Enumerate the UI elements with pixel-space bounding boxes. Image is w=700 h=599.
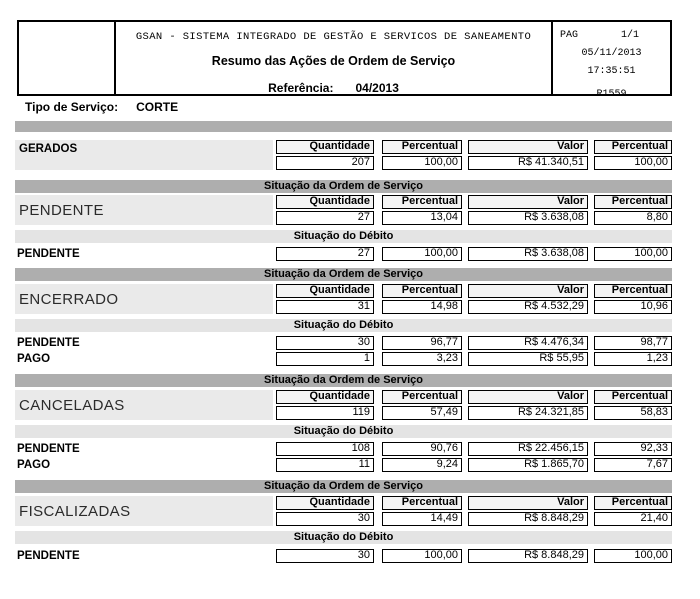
quantity-value: 27: [276, 211, 374, 225]
quantity-value: 207: [276, 156, 374, 170]
quantity-value: 119: [276, 406, 374, 420]
debt-status-bar: Situação do Débito: [15, 531, 672, 544]
column-header-valor: Valor: [468, 390, 588, 404]
section-label: FISCALIZADAS: [15, 496, 273, 526]
debt-row: [15, 336, 672, 350]
reference-label: Referência:: [268, 81, 334, 95]
column-header-percentual: Percentual: [382, 390, 462, 404]
amount-value: R$ 22.456,15: [468, 442, 588, 456]
value-row: [276, 300, 672, 314]
amount-percent-value: 100,00: [594, 156, 672, 170]
debt-row: [15, 458, 672, 472]
amount-value: R$ 3.638,08: [468, 211, 588, 225]
column-header-percentual-valor: Percentual: [594, 496, 672, 510]
column-header-row: [276, 284, 672, 298]
report-title-cell: [116, 22, 551, 94]
percent-value: 100,00: [382, 549, 462, 563]
page-value: 1/1: [620, 30, 639, 41]
debt-row: [15, 352, 672, 366]
column-header-percentual-valor: Percentual: [594, 390, 672, 404]
amount-percent-value: 10,96: [594, 300, 672, 314]
amount-percent-value: 8,80: [594, 211, 672, 225]
section-label: CANCELADAS: [15, 390, 273, 420]
column-header-quantidade: Quantidade: [276, 496, 374, 510]
quantity-value: 108: [276, 442, 374, 456]
amount-percent-value: 100,00: [594, 247, 672, 261]
report-time: 17:35:51: [587, 66, 636, 77]
column-header-percentual-valor: Percentual: [594, 140, 672, 154]
value-row: [276, 406, 672, 420]
debt-row: [15, 247, 672, 261]
debt-status-bar: Situação do Débito: [15, 230, 672, 243]
column-header-percentual: Percentual: [382, 284, 462, 298]
table-top-bar: [15, 121, 672, 132]
percent-value: 14,49: [382, 512, 462, 526]
amount-percent-value: 100,00: [594, 549, 672, 563]
section-pendente: [15, 195, 672, 225]
page-label: PAG: [560, 30, 579, 41]
column-header-row: [276, 390, 672, 404]
debt-row-label: PENDENTE: [17, 337, 80, 349]
column-header-quantidade: Quantidade: [276, 284, 374, 298]
amount-value: R$ 1.865,70: [468, 458, 588, 472]
section-encerrado: [15, 284, 672, 314]
percent-value: 90,76: [382, 442, 462, 456]
section-label: GERADOS: [15, 140, 273, 170]
quantity-value: 30: [276, 336, 374, 350]
report-info-cell: [551, 22, 670, 100]
debt-row-label: PAGO: [17, 459, 51, 471]
column-header-valor: Valor: [468, 284, 588, 298]
amount-value: R$ 55,95: [468, 352, 588, 366]
order-status-bar: Situação da Ordem de Serviço: [15, 374, 672, 387]
amount-percent-value: 98,77: [594, 336, 672, 350]
quantity-value: 11: [276, 458, 374, 472]
column-header-row: [276, 195, 672, 209]
reference-value: 04/2013: [355, 81, 399, 95]
report-code: R1559: [596, 89, 627, 100]
order-status-bar: Situação da Ordem de Serviço: [15, 180, 672, 193]
debt-status-bar: Situação do Débito: [15, 425, 672, 438]
section-label: ENCERRADO: [15, 284, 273, 314]
amount-value: R$ 4.532,29: [468, 300, 588, 314]
amount-value: R$ 8.848,29: [468, 512, 588, 526]
value-row: [276, 156, 672, 170]
debt-row-label: PENDENTE: [17, 248, 80, 260]
percent-value: 13,04: [382, 211, 462, 225]
amount-percent-value: 21,40: [594, 512, 672, 526]
report-table: [15, 121, 672, 563]
amount-value: R$ 3.638,08: [468, 247, 588, 261]
section-gerados: [15, 140, 672, 170]
reference-line: [116, 81, 551, 95]
report-header: [17, 20, 672, 100]
column-header-percentual: Percentual: [382, 496, 462, 510]
column-header-row: [276, 140, 672, 154]
quantity-value: 31: [276, 300, 374, 314]
page-row: [560, 30, 663, 41]
percent-value: 3,23: [382, 352, 462, 366]
column-header-valor: Valor: [468, 496, 588, 510]
quantity-value: 1: [276, 352, 374, 366]
column-header-percentual: Percentual: [382, 140, 462, 154]
section-fiscalizadas: [15, 496, 672, 526]
logo-placeholder: [19, 22, 116, 94]
column-header-quantidade: Quantidade: [276, 195, 374, 209]
service-type-label: Tipo de Serviço:: [25, 100, 119, 114]
quantity-value: 30: [276, 512, 374, 526]
quantity-value: 30: [276, 549, 374, 563]
debt-row-label: PENDENTE: [17, 443, 80, 455]
section-label: PENDENTE: [15, 195, 273, 225]
column-header-quantidade: Quantidade: [276, 390, 374, 404]
percent-value: 96,77: [382, 336, 462, 350]
percent-value: 100,00: [382, 156, 462, 170]
column-header-valor: Valor: [468, 195, 588, 209]
column-header-percentual-valor: Percentual: [594, 195, 672, 209]
percent-value: 57,49: [382, 406, 462, 420]
order-status-bar: Situação da Ordem de Serviço: [15, 268, 672, 281]
percent-value: 14,98: [382, 300, 462, 314]
report-title: Resumo das Ações de Ordem de Serviço: [211, 54, 456, 68]
service-type-value: CORTE: [136, 100, 179, 114]
column-header-row: [276, 496, 672, 510]
debt-status-bar: Situação do Débito: [15, 319, 672, 332]
debt-row-label: PAGO: [17, 353, 51, 365]
amount-value: R$ 41.340,51: [468, 156, 588, 170]
amount-percent-value: 7,67: [594, 458, 672, 472]
amount-percent-value: 92,33: [594, 442, 672, 456]
percent-value: 100,00: [382, 247, 462, 261]
amount-percent-value: 1,23: [594, 352, 672, 366]
debt-row: [15, 442, 672, 456]
value-row: [276, 512, 672, 526]
service-type-line: [25, 100, 178, 114]
order-status-bar: Situação da Ordem de Serviço: [15, 480, 672, 493]
section-canceladas: [15, 390, 672, 420]
debt-row-label: PENDENTE: [17, 550, 80, 562]
amount-percent-value: 58,83: [594, 406, 672, 420]
percent-value: 9,24: [382, 458, 462, 472]
value-row: [276, 211, 672, 225]
debt-row: [15, 549, 672, 563]
amount-value: R$ 24.321,85: [468, 406, 588, 420]
column-header-quantidade: Quantidade: [276, 140, 374, 154]
amount-value: R$ 8.848,29: [468, 549, 588, 563]
column-header-valor: Valor: [468, 140, 588, 154]
system-title: GSAN - SISTEMA INTEGRADO DE GESTÃO E SERVICOS DE SANEAMENTO: [135, 31, 532, 43]
column-header-percentual-valor: Percentual: [594, 284, 672, 298]
amount-value: R$ 4.476,34: [468, 336, 588, 350]
report-date: 05/11/2013: [581, 48, 642, 59]
quantity-value: 27: [276, 247, 374, 261]
column-header-percentual: Percentual: [382, 195, 462, 209]
